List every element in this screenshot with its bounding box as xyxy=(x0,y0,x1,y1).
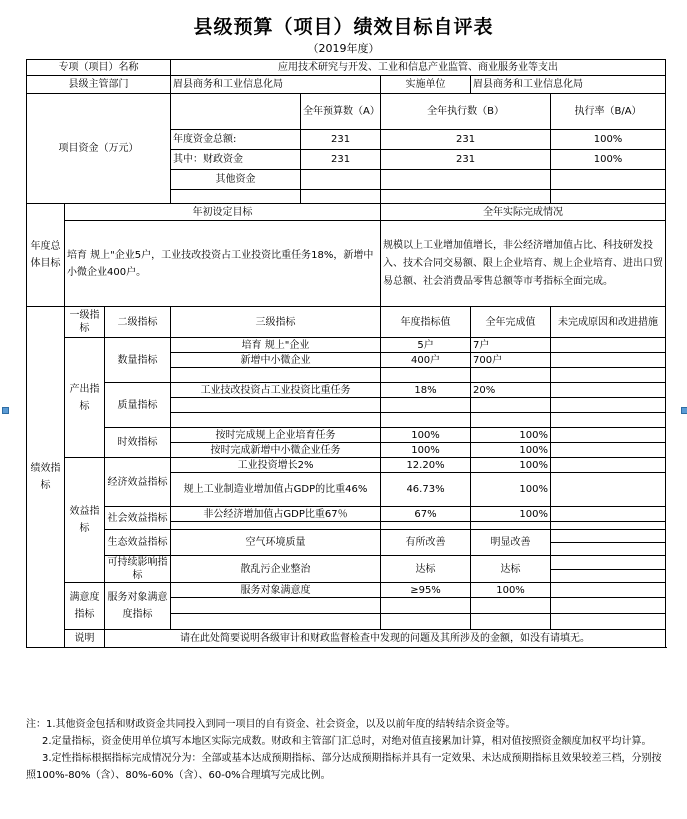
dept-label: 县级主管部门 xyxy=(27,76,171,94)
indicator-reason xyxy=(551,428,666,443)
level3-header: 三级指标 xyxy=(171,307,381,338)
funds-blank-header xyxy=(171,94,301,130)
indicator-name: 服务对象满意度 xyxy=(171,583,381,598)
actual-goal-header: 全年实际完成情况 xyxy=(381,204,666,221)
indicator-reason xyxy=(551,614,666,630)
indicator-target: 100% xyxy=(381,443,471,458)
indicator-reason xyxy=(551,353,666,368)
indicator-target: 12.20% xyxy=(381,458,471,473)
indicator-reason xyxy=(551,507,666,522)
indicator-reason xyxy=(551,368,666,383)
funds-row-rate xyxy=(551,170,666,190)
indicator-name xyxy=(171,598,381,614)
project-name-label: 专项（项目）名称 xyxy=(27,60,171,76)
funds-row-name: 其他资金 xyxy=(171,170,301,190)
remark-text: 请在此处简要说明各级审计和财政监督检查中发现的问题及其所涉及的金额，如没有请填无。 xyxy=(105,630,666,648)
actual-header: 全年完成值 xyxy=(471,307,551,338)
indicator-actual: 7户 xyxy=(471,338,551,353)
indicator-actual: 明显改善 xyxy=(471,530,551,556)
footnote-3: 3.定性指标根据指标完成情况分为：全部或基本达成预期指标、部分达成预期指标并具有一定效果、未达成预期指标且效果较差三档，分别按照100%-80%（含）、80%-60%（含）、60-0%合理填写完成比例。 xyxy=(26,753,662,781)
impl-unit-label: 实施单位 xyxy=(381,76,471,94)
indicator-target: 46.73% xyxy=(381,473,471,507)
output-indicator-label: 产出指标 xyxy=(65,338,105,458)
indicator-reason xyxy=(551,522,666,530)
economic-indicator-label: 经济效益指标 xyxy=(105,458,171,507)
indicator-reason xyxy=(551,569,666,583)
resize-handle-left[interactable] xyxy=(2,407,9,414)
reason-header: 未完成原因和改进措施 xyxy=(551,307,666,338)
effect-indicator-label: 效益指标 xyxy=(65,458,105,583)
indicator-reason xyxy=(551,398,666,413)
indicator-target: 67% xyxy=(381,507,471,522)
indicator-actual: 100% xyxy=(471,473,551,507)
quantity-indicator-label: 数量指标 xyxy=(105,338,171,383)
level2-header: 二级指标 xyxy=(105,307,171,338)
service-indicator-label: 服务对象满意度指标 xyxy=(105,583,171,630)
indicator-actual xyxy=(471,368,551,383)
dept-value: 眉县商务和工业信息化局 xyxy=(171,76,381,94)
footnotes xyxy=(26,716,666,784)
funds-row-budget: 231 xyxy=(301,130,381,150)
funds-blank-cell xyxy=(171,190,301,204)
indicator-name: 新增中小微企业 xyxy=(171,353,381,368)
indicator-actual: 100% xyxy=(471,583,551,598)
funds-label: 项目资金（万元） xyxy=(27,94,171,204)
form-year: （2019年度） xyxy=(307,42,380,55)
actual-goal-text: 规模以上工业增加值增长，非公经济增加值占比、科技研发投入、技术合同交易额、限上企业培育、规上企业培育、进出口贸易总额、社会消费品零售总额等市考指标全面完成。 xyxy=(381,221,666,307)
indicator-target xyxy=(381,413,471,428)
indicator-reason xyxy=(551,473,666,507)
indicator-actual xyxy=(471,413,551,428)
budget-col-header: 全年预算数（A） xyxy=(301,94,381,130)
indicator-reason xyxy=(551,598,666,614)
funds-row-name: 年度资金总额: xyxy=(171,130,301,150)
remark-label: 说明 xyxy=(65,630,105,648)
indicator-name xyxy=(171,413,381,428)
indicator-actual: 100% xyxy=(471,507,551,522)
funds-blank-cell xyxy=(551,190,666,204)
funds-row-name: 其中：财政资金 xyxy=(171,150,301,170)
evaluation-table xyxy=(26,59,666,648)
indicator-target: 达标 xyxy=(381,556,471,583)
indicator-actual: 100% xyxy=(471,458,551,473)
planned-goal-header: 年初设定目标 xyxy=(65,204,381,221)
quality-indicator-label: 质量指标 xyxy=(105,383,171,428)
ecological-indicator-label: 生态效益指标 xyxy=(105,530,171,556)
indicator-actual xyxy=(471,398,551,413)
funds-row-budget: 231 xyxy=(301,150,381,170)
indicator-reason xyxy=(551,543,666,556)
indicator-actual: 100% xyxy=(471,428,551,443)
indicator-name: 培育 规上"企业 xyxy=(171,338,381,353)
indicator-name xyxy=(171,614,381,630)
funds-row-exec: 231 xyxy=(381,130,551,150)
indicator-name: 按时完成规上企业培育任务 xyxy=(171,428,381,443)
annual-goal-label: 年度总体目标 xyxy=(27,204,65,307)
funds-row-budget xyxy=(301,170,381,190)
indicator-target: ≥95% xyxy=(381,583,471,598)
indicator-actual: 700户 xyxy=(471,353,551,368)
indicator-target: 400户 xyxy=(381,353,471,368)
footnote-1: 注：1.其他资金包括和财政资金共同投入到同一项目的自有资金、社会资金，以及以前年度的结转结余资金等。 xyxy=(26,719,516,730)
indicator-target: 100% xyxy=(381,428,471,443)
performance-label: 绩效指标 xyxy=(27,307,65,648)
timeliness-indicator-label: 时效指标 xyxy=(105,428,171,458)
indicator-target xyxy=(381,368,471,383)
level1-header: 一级指标 xyxy=(65,307,105,338)
indicator-actual xyxy=(471,598,551,614)
funds-row-exec: 231 xyxy=(381,150,551,170)
indicator-target xyxy=(381,614,471,630)
funds-blank-cell xyxy=(301,190,381,204)
impl-unit-value: 眉县商务和工业信息化局 xyxy=(471,76,666,94)
indicator-actual: 20% xyxy=(471,383,551,398)
indicator-reason xyxy=(551,530,666,543)
footnote-2: 2.定量指标，资金使用单位填写本地区实际完成数。财政和主管部门汇总时，对绝对值直接累加计算，相对值按照资金额度加权平均计算。 xyxy=(42,736,652,747)
indicator-target: 18% xyxy=(381,383,471,398)
indicator-reason xyxy=(551,556,666,570)
indicator-name: 空气环境质量 xyxy=(171,530,381,556)
funds-row-rate: 100% xyxy=(551,130,666,150)
indicator-target xyxy=(381,398,471,413)
resize-handle-right[interactable] xyxy=(681,407,687,414)
project-name-value: 应用技术研究与开发、工业和信息产业监管、商业服务业等支出 xyxy=(171,60,666,76)
indicator-name: 非公经济增加值占GDP比重67％ xyxy=(171,507,381,522)
indicator-name: 工业投资增长2% xyxy=(171,458,381,473)
indicator-target xyxy=(381,522,471,530)
indicator-name xyxy=(171,522,381,530)
indicator-target: 5户 xyxy=(381,338,471,353)
indicator-name: 散乱污企业整治 xyxy=(171,556,381,583)
satisfaction-indicator-label: 满意度指标 xyxy=(65,583,105,630)
indicator-name xyxy=(171,368,381,383)
indicator-reason xyxy=(551,383,666,398)
sustainable-indicator-label: 可持续影响指标 xyxy=(105,556,171,583)
exec-col-header: 全年执行数（B） xyxy=(381,94,551,130)
rate-col-header: 执行率（B/A） xyxy=(551,94,666,130)
funds-row-exec xyxy=(381,170,551,190)
indicator-name: 按时完成新增中小微企业任务 xyxy=(171,443,381,458)
indicator-name: 工业技改投资占工业投资比重任务 xyxy=(171,383,381,398)
indicator-actual xyxy=(471,614,551,630)
indicator-reason xyxy=(551,338,666,353)
indicator-name: 规上工业制造业增加值占GDP的比重46% xyxy=(171,473,381,507)
target-header: 年度指标值 xyxy=(381,307,471,338)
indicator-actual: 100% xyxy=(471,443,551,458)
indicator-reason xyxy=(551,458,666,473)
indicator-reason xyxy=(551,443,666,458)
funds-row-rate: 100% xyxy=(551,150,666,170)
indicator-name xyxy=(171,398,381,413)
planned-goal-text: 培育 规上"企业5户，工业技改投资占工业投资比重任务18%，新增中小微企业400户。 xyxy=(65,221,381,307)
funds-blank-cell xyxy=(381,190,551,204)
indicator-reason xyxy=(551,583,666,598)
indicator-target xyxy=(381,598,471,614)
indicator-reason xyxy=(551,413,666,428)
indicator-target: 有所改善 xyxy=(381,530,471,556)
indicator-actual: 达标 xyxy=(471,556,551,583)
form-title: 县级预算（项目）绩效目标自评表 xyxy=(193,16,494,38)
social-indicator-label: 社会效益指标 xyxy=(105,507,171,530)
indicator-actual xyxy=(471,522,551,530)
